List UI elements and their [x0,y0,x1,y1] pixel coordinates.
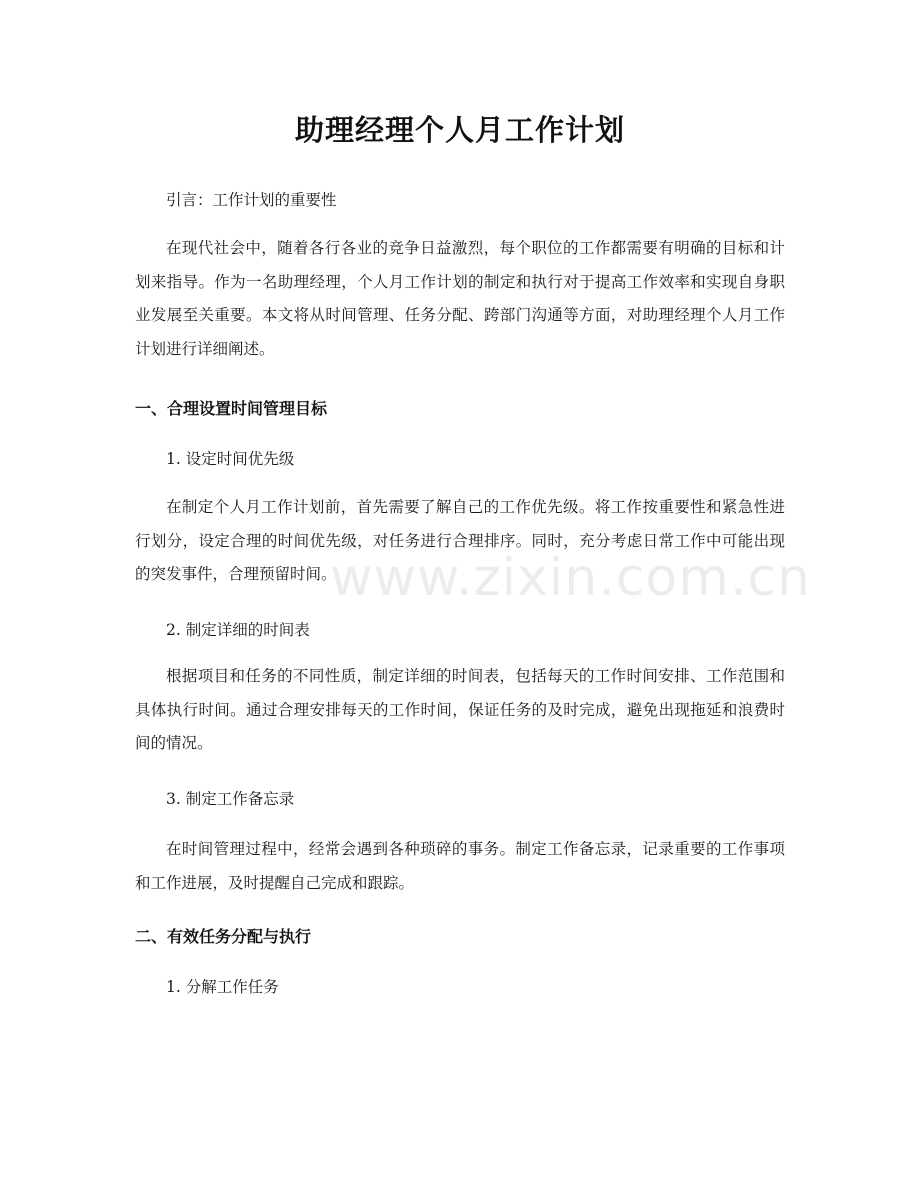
document-title: 助理经理个人月工作计划 [294,113,625,147]
section-1-heading: 一、合理设置时间管理目标 [135,399,328,418]
item-1-2-label: 2. 制定详细的时间表 [166,621,310,639]
intro-label: 引言：工作计划的重要性 [166,191,337,209]
item-1-3-text: 在时间管理过程中，经常会遇到各种琐碎的事务。制定工作备忘录，记录重要的工作事项和工作进展，及时提醒自己完成和跟踪。 [135,840,785,892]
item-2-1-label: 1. 分解工作任务 [166,978,279,996]
intro-paragraph: 在现代社会中，随着各行各业的竞争日益激烈，每个职位的工作都需要有明确的目标和计划来指导。作为一名助理经理，个人月工作计划的制定和执行对于提高工作效率和实现自身职业发展至关重要。本文将从时间管理、任务分配、跨部门沟通等方面，对助理经理个人月工作计划进行详细阐述。 [135,239,785,358]
item-1-3-label: 3. 制定工作备忘录 [166,790,295,808]
item-1-1-label: 1. 设定时间优先级 [166,450,295,468]
watermark: www.zixin.com.cn [330,548,811,608]
section-2-heading: 二、有效任务分配与执行 [135,927,312,946]
item-1-1-text: 在制定个人月工作计划前，首先需要了解自己的工作优先级。将工作按重要性和紧急性进行划分，设定合理的时间优先级，对任务进行合理排序。同时，充分考虑日常工作中可能出现的突发事件，合理预留时间。 [135,498,785,583]
item-1-2-text: 根据项目和任务的不同性质，制定详细的时间表，包括每天的工作时间安排、工作范围和具体执行时间。通过合理安排每天的工作时间，保证任务的及时完成，避免出现拖延和浪费时间的情况。 [135,667,785,752]
